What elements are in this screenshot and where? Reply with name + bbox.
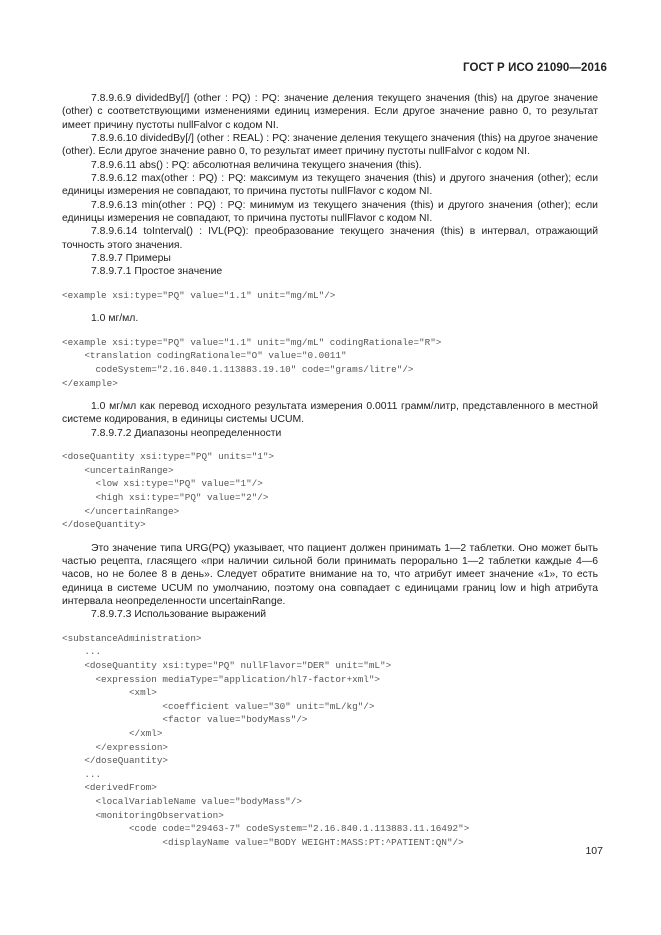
heading-expressions: 7.8.9.7.3 Использование выражений	[91, 609, 267, 621]
paragraph-dividedby-pq: 7.8.9.6.9 dividedBy[/] (other : PQ) : PQ: значение деления текущего значения (this) на другое значение (other) с соответствующими изменениями единиц измерения. Если другое значение равно 0, то результат имеет причину пустоты nullFalvor с кодом NI.	[62, 93, 598, 131]
paragraph-translation-note: 1.0 мг/мл как перевод исходного результата измерения 0.0011 грамм/литр, представленного в местной системе кодирования, в единицы системы UCUM.	[62, 401, 598, 426]
text-simple-value: 1.0 мг/мл.	[91, 313, 139, 325]
code-example-translation: <example xsi:type="PQ" value="1.1" unit="mg/mL" codingRationale="R"> <translation codingRationale="O" value="0.0011" codeSystem="2.16.840.1.113883.19.10" code="grams/litre"/> </example>	[62, 336, 442, 389]
heading-simple-value: 7.8.9.7.1 Простое значение	[91, 266, 223, 278]
paragraph-urg-explanation: Это значение типа URG(PQ) указывает, что пациент должен принимать 1—2 таблетки. Оно может быть частью рецепта, гласящего «при наличии сильной боли принимать перорально 1—2 таблетки каждые 4—6 часов, но не более 8 в день». Следует обратите внимание на то, что атрибут имеет значение «1», то есть единица в системе UCUM по умолчанию, поэтому она совпадает с единицами границ low и high атрибута интервала неопределенности uncertainRange.	[62, 542, 598, 608]
heading-examples: 7.8.9.7 Примеры	[91, 253, 171, 265]
code-example-expression: <substanceAdministration> ... <doseQuantity xsi:type="PQ" nullFlavor="DER" unit="mL"> <expression mediaType="application/hl7-factor+xml"> <xml> <coefficient value="30" unit="mL/kg"/> <factor value="bodyMass"/> </xml> </expression> </doseQuantity> ... <derivedFrom> <localVariableName value="bodyMass"/> <monitoringObservation> <code code="29463-7" codeSystem="2.16.840.1.113883.11.16492"> <displayName value="BODY WEIGHT:MASS:PT:^PATIENT:QN"/>	[62, 632, 470, 848]
page-content	[62, 92, 598, 849]
paragraph-dividedby-real: 7.8.9.6.10 dividedBy[/] (other : REAL) : PQ: значение деления текущего значения (this) на другое значение (other). Если другое значение равно 0, то результат имеет причину пустоты nullFalvor с кодом NI.	[62, 133, 598, 158]
paragraph-max: 7.8.9.6.12 max(other : PQ) : PQ: максимум из текущего значения (this) и другого значения (other); если единицы измерения не совпадают, то причина пустоты nullFlavor с кодом NI.	[62, 173, 598, 198]
page-number: 107	[585, 845, 603, 857]
paragraph-min: 7.8.9.6.13 min(other : PQ) : PQ: минимум из текущего значения (this) и другого значения (other); если единицы измерения не совпадают, то причина пустоты nullFlavor с кодом NI.	[62, 199, 598, 225]
document-header: ГОСТ Р ИСО 21090—2016	[462, 62, 607, 74]
paragraph-tointerval: 7.8.9.6.14 toInterval() : IVL(PQ): преобразование текущего значения (this) в интервал, отражающий точность этого значения.	[62, 226, 598, 251]
code-example-simple: <example xsi:type="PQ" value="1.1" unit="mg/mL"/>	[62, 289, 336, 301]
heading-uncertainty-ranges: 7.8.9.7.2 Диапазоны неопределенности	[91, 427, 282, 439]
paragraph-abs: 7.8.9.6.11 abs() : PQ: абсолютная величина текущего значения (this).	[91, 159, 422, 171]
code-example-uncertain-range: <doseQuantity xsi:type="PQ" units="1"> <uncertainRange> <low xsi:type="PQ" value="1"/> <high xsi:type="PQ" value="2"/> </uncertainRange> </doseQuantity>	[62, 451, 275, 531]
